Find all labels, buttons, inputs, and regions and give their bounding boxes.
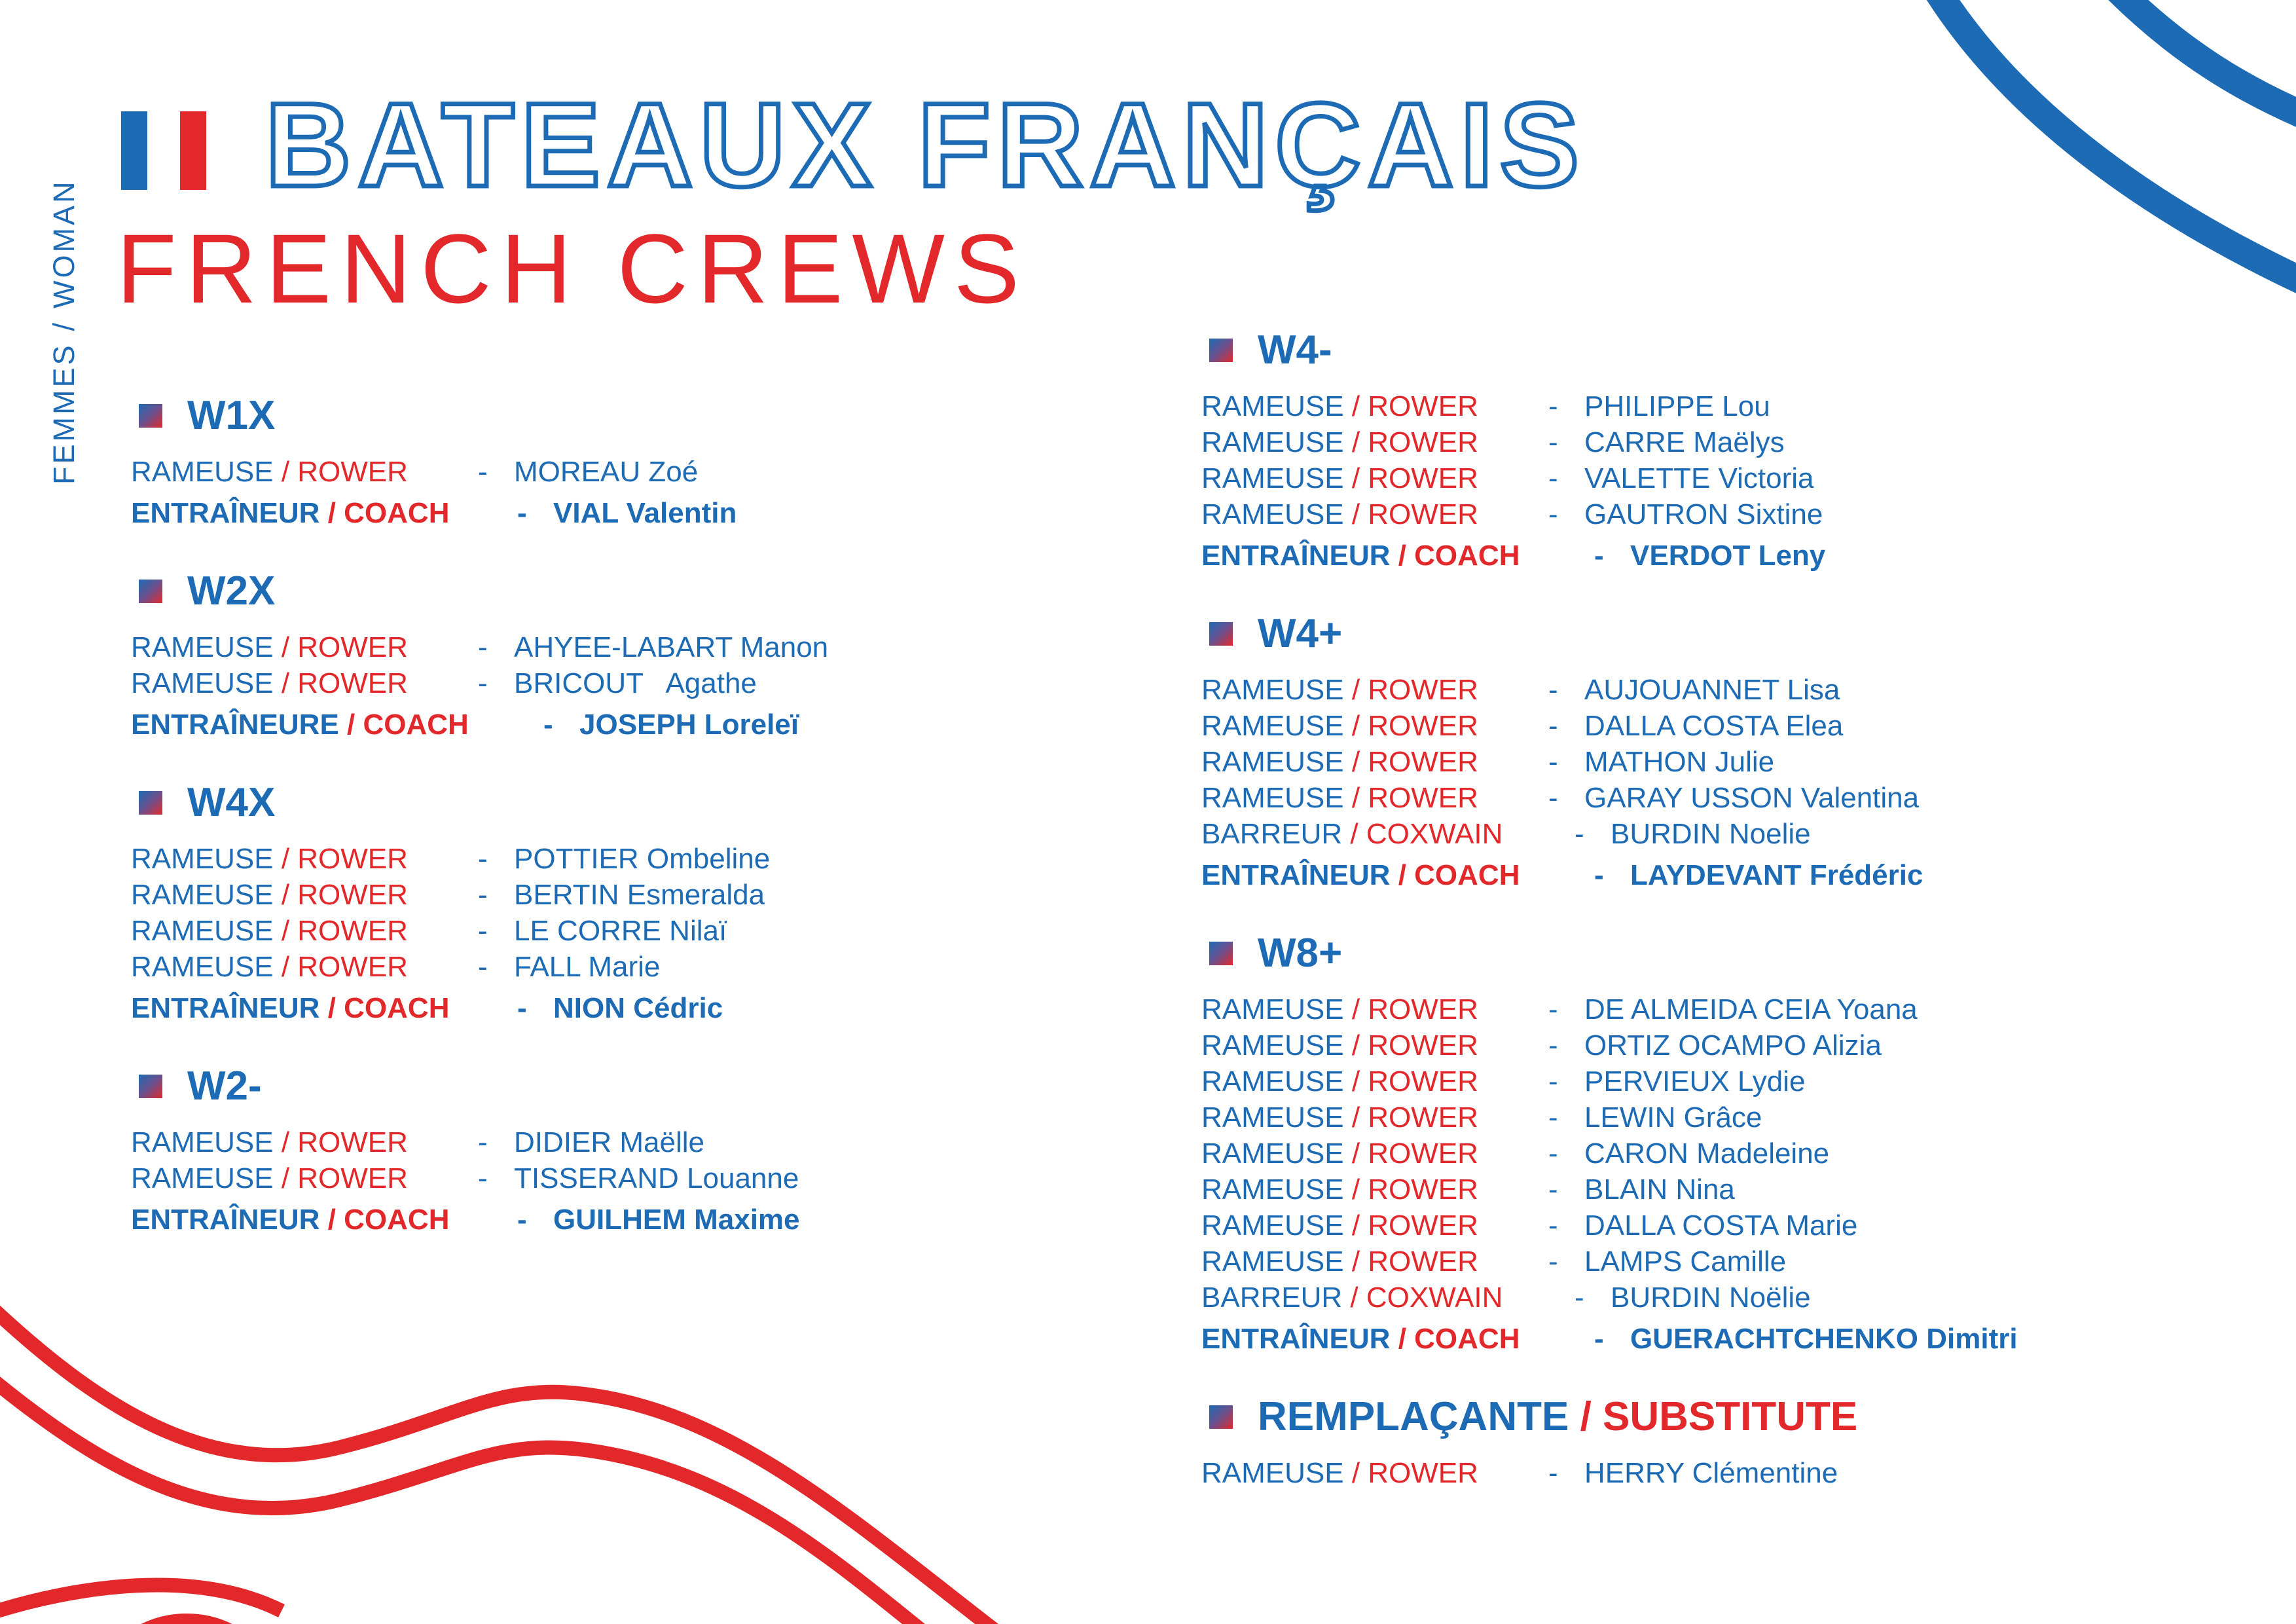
left-column [131,390,1113,1272]
coach-name: NION Cédric [553,992,723,1024]
blue-wave-top-right-inner [2115,0,2296,121]
rower-row: RAMEUSE / ROWER - DALLA COSTA Elea [1201,708,2249,744]
rower-row: RAMEUSE / ROWER - GARAY USSON Valentina [1201,780,2249,816]
red-wave-bottom-left-4 [144,1621,229,1624]
side-label-separator: / [47,320,81,331]
bullet-square-icon [139,580,162,603]
rower-row: RAMEUSE / ROWER - PHILIPPE Lou [1201,388,2249,424]
crew-w4- [1201,324,2249,574]
athlete-name: VALETTE Victoria [1584,462,1814,494]
crew-w2x [131,565,1113,743]
rower-row: RAMEUSE / ROWER - LE CORRE Nilaï [131,913,1113,949]
bullet-square-icon [1209,1405,1233,1429]
red-wave-bottom-left-1 [0,1303,995,1624]
coxswain-name: BURDIN Noëlie [1611,1282,1811,1314]
athlete-name: LAMPS Camille [1584,1246,1787,1278]
rower-row: RAMEUSE / ROWER - ORTIZ OCAMPO Alizia [1201,1027,2249,1063]
crew-name: W2X [187,568,276,614]
crew-name: W1X [187,393,276,438]
athlete-name: MATHON Julie [1584,746,1775,778]
coxswain-row: BARREUR / COXWAIN - BURDIN Noelie [1201,816,2249,852]
athlete-name: DALLA COSTA Elea [1584,710,1844,742]
coxswain-row: BARREUR / COXWAIN - BURDIN Noëlie [1201,1280,2249,1316]
athlete-name: GARAY USSON Valentina [1584,782,1920,814]
rower-row: RAMEUSE / ROWER - TISSERAND Louanne [131,1160,1113,1196]
crew-w4+ [1201,608,2249,893]
athlete-name: FALL Marie [514,951,661,983]
rower-row: RAMEUSE / ROWER - BRICOUT Agathe [131,665,1113,701]
rower-row: RAMEUSE / ROWER - LAMPS Camille [1201,1244,2249,1280]
side-label [47,92,86,485]
coach-name: VERDOT Leny [1630,540,1826,572]
coxswain-name: BURDIN Noelie [1611,818,1811,850]
coach-name: JOSEPH Loreleï [579,709,799,741]
crew-w1x [131,390,1113,531]
coach-row: ENTRAÎNEURE / COACH - JOSEPH Loreleï [131,707,1113,743]
rower-row: RAMEUSE / ROWER - HERRY Clémentine [1201,1455,2249,1491]
athlete-name: PERVIEUX Lydie [1584,1065,1806,1098]
rower-row: RAMEUSE / ROWER - LEWIN Grâce [1201,1099,2249,1135]
athlete-name: AHYEE-LABART Manon [514,631,829,663]
rower-row: RAMEUSE / ROWER - POTTIER Ombeline [131,841,1113,877]
coach-row: ENTRAÎNEUR / COACH - GUILHEM Maxime [131,1202,1113,1238]
side-label-woman: WOMAN [47,179,81,308]
flag-blue-bar [121,111,147,190]
rower-row: RAMEUSE / ROWER - MOREAU Zoé [131,454,1113,490]
rower-row: RAMEUSE / ROWER - AHYEE-LABART Manon [131,629,1113,665]
page-title: BATEAUX FRANÇAIS [265,78,1586,212]
rower-row: RAMEUSE / ROWER - DIDIER Maëlle [131,1124,1113,1160]
bullet-square-icon [139,404,162,428]
crew-substitute [1201,1391,2249,1491]
coach-name: LAYDEVANT Frédéric [1630,859,1923,891]
athlete-name: TISSERAND Louanne [514,1162,799,1194]
rower-row: RAMEUSE / ROWER - DE ALMEIDA CEIA Yoana [1201,991,2249,1027]
coach-name: GUILHEM Maxime [553,1204,800,1236]
page-subtitle: FRENCH CREWS [117,213,1029,323]
athlete-name: MOREAU Zoé [514,456,699,488]
athlete-name: CARRE Maëlys [1584,426,1785,458]
coach-name: VIAL Valentin [553,497,737,529]
coach-row: ENTRAÎNEUR / COACH - GUERACHTCHENKO Dimitri [1201,1321,2249,1357]
bullet-square-icon [139,791,162,815]
blue-wave-top-right [1935,0,2296,288]
athlete-name: DALLA COSTA Marie [1584,1209,1858,1242]
red-wave-bottom-left-3 [0,1585,282,1614]
right-column [1201,324,2249,1525]
rower-row: RAMEUSE / ROWER - BERTIN Esmeralda [131,877,1113,913]
athlete-name: BLAIN Nina [1584,1173,1735,1206]
athlete-name: GAUTRON Sixtine [1584,498,1823,530]
athlete-name: PHILIPPE Lou [1584,390,1770,422]
side-label-femmes: FEMMES [47,342,81,485]
athlete-name: DE ALMEIDA CEIA Yoana [1584,993,1918,1025]
coach-row: ENTRAÎNEUR / COACH - VIAL Valentin [131,495,1113,531]
rower-row: RAMEUSE / ROWER - CARON Madeleine [1201,1135,2249,1172]
rower-row: RAMEUSE / ROWER - MATHON Julie [1201,744,2249,780]
coach-row: ENTRAÎNEUR / COACH - NION Cédric [131,990,1113,1026]
athlete-name: HERRY Clémentine [1584,1457,1838,1489]
crew-w8+ [1201,927,2249,1357]
crew-name: W2- [187,1063,262,1109]
rower-row: RAMEUSE / ROWER - GAUTRON Sixtine [1201,496,2249,532]
athlete-name: POTTIER Ombeline [514,843,771,875]
athlete-name: AUJOUANNET Lisa [1584,674,1840,706]
athlete-name: BRICOUT Agathe [514,667,757,699]
athlete-name: DIDIER Maëlle [514,1126,704,1158]
athlete-name: LE CORRE Nilaï [514,915,727,947]
crew-name: W4- [1258,327,1332,373]
crew-name: W4X [187,780,276,825]
bullet-square-icon [1209,339,1233,362]
crew-w2- [131,1060,1113,1238]
coach-row: ENTRAÎNEUR / COACH - VERDOT Leny [1201,538,2249,574]
coach-row: ENTRAÎNEUR / COACH - LAYDEVANT Frédéric [1201,857,2249,893]
crew-name: REMPLAÇANTE / SUBSTITUTE [1258,1394,1858,1439]
athlete-name: LEWIN Grâce [1584,1101,1762,1134]
french-flag-icon [121,111,206,190]
crew-name: W8+ [1258,931,1343,976]
rower-row: RAMEUSE / ROWER - FALL Marie [131,949,1113,985]
athlete-name: CARON Madeleine [1584,1137,1830,1170]
crew-w4x [131,777,1113,1026]
rower-row: RAMEUSE / ROWER - PERVIEUX Lydie [1201,1063,2249,1099]
flag-red-bar [180,111,206,190]
bullet-square-icon [1209,622,1233,646]
rower-row: RAMEUSE / ROWER - DALLA COSTA Marie [1201,1208,2249,1244]
coach-name: GUERACHTCHENKO Dimitri [1630,1323,2018,1355]
crew-name: W4+ [1258,611,1343,656]
athlete-name: ORTIZ OCAMPO Alizia [1584,1029,1882,1061]
bullet-square-icon [1209,942,1233,965]
rower-row: RAMEUSE / ROWER - BLAIN Nina [1201,1172,2249,1208]
rower-row: RAMEUSE / ROWER - AUJOUANNET Lisa [1201,672,2249,708]
red-wave-bottom-left-2 [0,1375,930,1624]
rower-row: RAMEUSE / ROWER - VALETTE Victoria [1201,460,2249,496]
athlete-name: BERTIN Esmeralda [514,879,765,911]
bullet-square-icon [139,1075,162,1098]
rower-row: RAMEUSE / ROWER - CARRE Maëlys [1201,424,2249,460]
